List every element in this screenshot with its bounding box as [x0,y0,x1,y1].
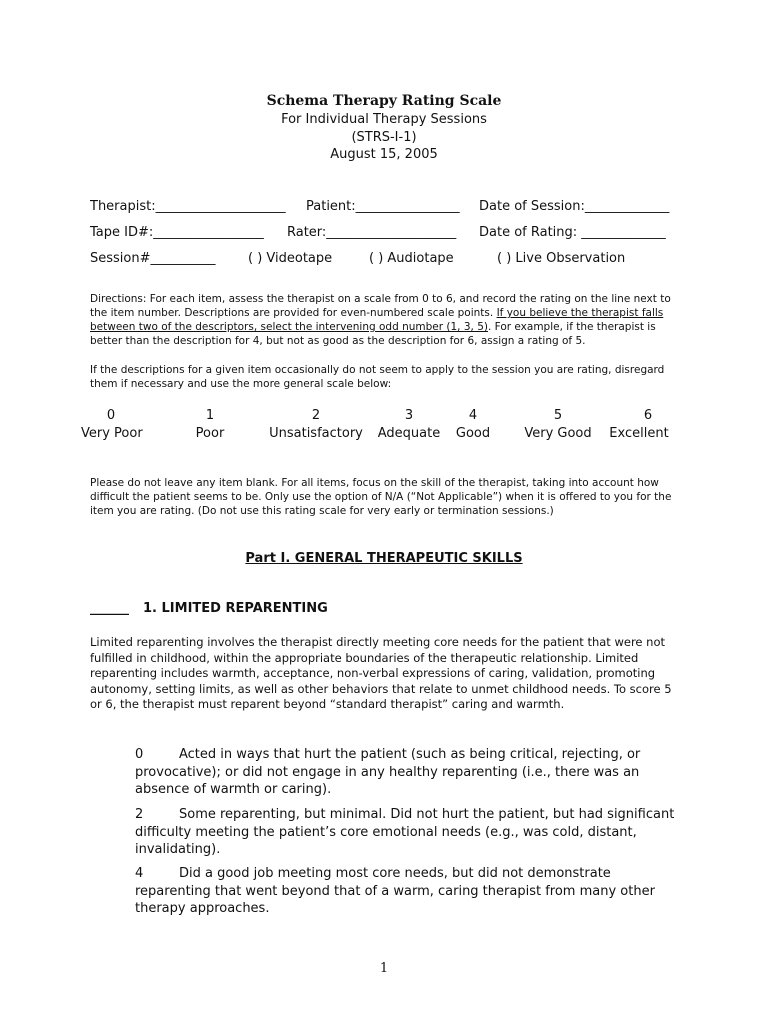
anchor-text-0: Acted in ways that hurt the patient (such as being critical, rejecting, or provocative); or did not engage in any healthy reparenting (i.e., there was an absence of warmth or caring). [135,747,641,797]
directions-text-2: . For example, if the therapist is better than the description for 4, but not as good as the description for 6, assign a rating of 5. [90,321,656,347]
live-observation-checkbox[interactable]: ( ) Live Observation [497,251,626,266]
anchor-number-2: 2 [135,807,144,822]
anchor-number-4: 4 [135,866,144,881]
item-rating-blank[interactable]: ______ [90,601,129,616]
tape-id-field[interactable]: Tape ID#:_________________ [90,225,264,240]
patient-field[interactable]: Patient:________________ [306,199,460,214]
document-title: Schema Therapy Rating Scale [266,93,502,109]
scale-label-0: Very Poor [81,426,143,441]
session-number-field[interactable]: Session#__________ [90,251,216,266]
document-code: (STRS-I-1) [351,130,417,145]
scale-label-5: Very Good [524,426,592,441]
videotape-checkbox[interactable]: ( ) Videotape [248,251,333,266]
scale-label-2: Unsatisfactory [269,426,363,441]
directions-text-1: Directions: For each item, assess the therapist on a scale from 0 to 6, and record the rating on the line next to the item number. Descriptions are provided for even-numbered scale points. [90,293,671,319]
anchor-text-4: Did a good job meeting most core needs, but did not demonstrate reparenting that went beyond that of a warm, caring therapist from many other therapy approaches. [135,866,655,916]
directions-underlined: If you believe the therapist falls between two of the descriptors, select the intervening odd number (1, 3, 5) [90,307,664,333]
therapist-field[interactable]: Therapist:____________________ [90,199,286,214]
directions-paragraph-2: If the descriptions for a given item occasionally do not seem to apply to the session you are rating, disregard them if necessary and use the more general scale below: [90,364,665,390]
scale-number-3: 3 [404,408,414,423]
scale-label-1: Poor [195,426,225,441]
date-of-rating-field[interactable]: Date of Rating: _____________ [479,225,666,240]
scale-number-6: 6 [643,408,653,423]
document-subtitle: For Individual Therapy Sessions [281,112,487,127]
anchor-text-2: Some reparenting, but minimal. Did not hurt the patient, but had significant difficulty meeting the patient’s core emotional needs (e.g., was cold, distant, invalidating). [135,807,675,857]
scale-number-0: 0 [106,408,116,423]
part-heading: Part I. GENERAL THERAPEUTIC SKILLS [245,551,523,566]
document-date: August 15, 2005 [330,147,438,162]
scale-number-4: 4 [468,408,478,423]
scale-label-6: Excellent [609,426,669,441]
audiotape-checkbox[interactable]: ( ) Audiotape [369,251,454,266]
directions-paragraph [90,292,676,348]
item-description: Limited reparenting involves the therapist directly meeting core needs for the patient that were not fulfilled in childhood, within the appropriate boundaries of the therapeutic relationship. Limited reparenting includes warmth, acceptance, non-verbal expressions of caring, validation, promoting autonomy, setting limits, as well as other behaviors that relate to unmet childhood needs. To score 5 or 6, the therapist must reparent beyond “standard therapist” caring and warmth. [90,635,672,711]
page-number: 1 [379,961,389,976]
rater-field[interactable]: Rater:____________________ [287,225,457,240]
instructions-note: Please do not leave any item blank. For all items, focus on the skill of the therapist, taking into account how difficult the patient seems to be. Only use the option of N/A (“Not Applicable”) when it is offered to you for the item you are rating. (Do not use this rating scale for very early or termination sessions.) [90,477,672,517]
scale-number-1: 1 [205,408,215,423]
scale-number-2: 2 [311,408,321,423]
scale-label-3: Adequate [377,426,441,441]
scale-label-4: Good [455,426,491,441]
item-heading: 1. LIMITED REPARENTING [143,601,328,616]
scale-number-5: 5 [553,408,563,423]
anchor-number-0: 0 [135,747,144,762]
date-of-session-field[interactable]: Date of Session:_____________ [479,199,670,214]
